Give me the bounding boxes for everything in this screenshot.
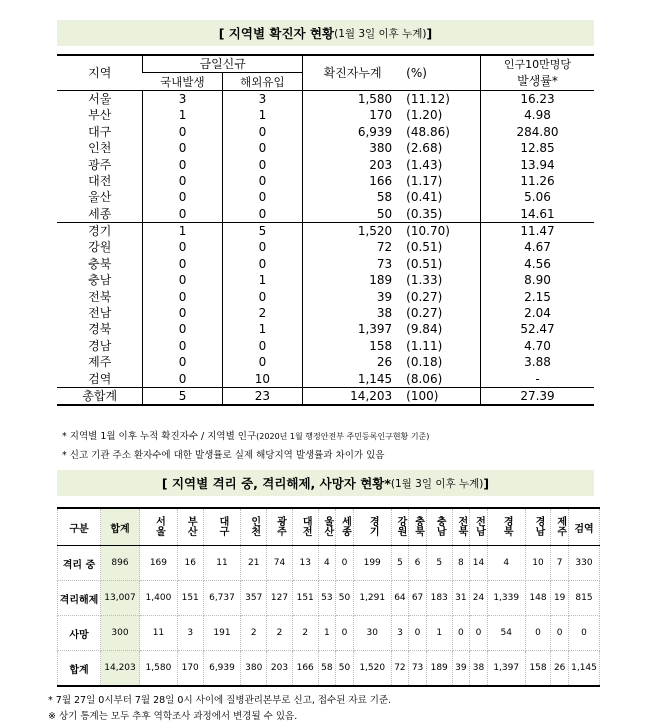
table-row <box>57 288 594 304</box>
row-label: 사망 <box>58 616 101 651</box>
value-cell: 1 <box>318 616 336 651</box>
value-cell: 300 <box>101 616 140 651</box>
rate-cell: 14.61 <box>481 206 595 223</box>
value-cell: 6 <box>409 546 427 581</box>
rate-cell: 11.26 <box>481 173 595 189</box>
total-cell: 189 <box>302 272 402 288</box>
domestic-cell: 0 <box>143 173 222 189</box>
pct-cell: (0.18) <box>406 355 443 370</box>
header-domestic: 국내발생 <box>143 73 222 90</box>
value-cell: 11 <box>140 616 178 651</box>
table-row <box>57 140 594 156</box>
rate-cell: 4.56 <box>481 256 595 272</box>
region-cell: 경남 <box>88 338 112 353</box>
total-cell: 170 <box>302 107 402 123</box>
note-2: * 신고 기관 주소 환자수에 대한 발생률로 실제 해당지역 발생률과 차이가 있음 <box>62 450 385 461</box>
column-header <box>470 508 488 546</box>
pct-cell: (0.27) <box>406 306 443 321</box>
value-cell: 72 <box>391 651 409 687</box>
column-header <box>487 508 525 546</box>
rate-cell: 8.90 <box>481 272 595 288</box>
table-row <box>57 239 594 255</box>
domestic-cell: 1 <box>143 107 222 123</box>
domestic-cell: 0 <box>143 256 222 272</box>
overseas-cell: 0 <box>222 239 302 255</box>
overseas-cell: 0 <box>222 288 302 304</box>
overseas-cell: 3 <box>222 90 302 107</box>
confirmed-cases-table <box>57 54 594 406</box>
total-cell: 203 <box>302 156 402 172</box>
value-cell: 7 <box>551 546 569 581</box>
region-cell: 인천 <box>88 141 112 156</box>
value-cell: 1,580 <box>140 651 178 687</box>
table-row <box>57 338 594 354</box>
table-row <box>57 387 594 405</box>
table-row <box>57 206 594 223</box>
column-header-label: 세종 <box>339 515 351 536</box>
rate-cell: 16.23 <box>481 90 595 107</box>
section2-title <box>57 470 594 496</box>
value-cell: 169 <box>140 546 178 581</box>
section2-title-sub: (1월 3일 이후 누계) <box>390 477 484 490</box>
table-row <box>57 272 594 288</box>
value-cell: 19 <box>551 581 569 616</box>
domestic-cell: 0 <box>143 321 222 337</box>
rate-cell: 284.80 <box>481 124 595 140</box>
column-header <box>409 508 427 546</box>
pct-cell: (1.20) <box>406 108 443 123</box>
overseas-cell: 2 <box>222 305 302 321</box>
value-cell: 1,520 <box>353 651 391 687</box>
total-cell: 6,939 <box>302 124 402 140</box>
rate-cell: 11.47 <box>481 222 595 239</box>
column-header <box>101 508 140 546</box>
value-cell: 199 <box>353 546 391 581</box>
section1-title-end: ] <box>426 25 433 41</box>
overseas-cell: 23 <box>222 387 302 405</box>
section2-title-main: [ 지역별 격리 중, 격리해제, 사망자 현황* <box>161 476 391 491</box>
domestic-cell: 5 <box>143 387 222 405</box>
section1-title-sub: (1월 3일 이후 누계) <box>334 27 427 40</box>
table-row <box>57 156 594 172</box>
region-cell: 전북 <box>88 289 112 304</box>
column-header <box>203 508 241 546</box>
pct-cell: (0.41) <box>406 190 443 205</box>
region-cell: 울산 <box>88 190 112 205</box>
value-cell: 50 <box>336 581 354 616</box>
column-header-label: 경기 <box>367 515 379 536</box>
region-cell: 서울 <box>57 90 143 107</box>
total-cell: 38 <box>302 305 402 321</box>
column-header-label: 울산 <box>321 515 333 536</box>
region-cell: 경기 <box>57 222 143 239</box>
table-row <box>57 222 594 239</box>
table-row <box>58 616 600 651</box>
column-header-label: 대구 <box>216 515 228 536</box>
value-cell: 6,737 <box>203 581 241 616</box>
value-cell: 0 <box>336 616 354 651</box>
value-cell: 183 <box>426 581 452 616</box>
total-cell: 1,397 <box>302 321 402 337</box>
total-cell: 50 <box>302 206 402 223</box>
value-cell: 13 <box>292 546 318 581</box>
domestic-cell: 0 <box>143 189 222 205</box>
value-cell: 203 <box>267 651 293 687</box>
value-cell: 30 <box>353 616 391 651</box>
value-cell: 3 <box>391 616 409 651</box>
column-header <box>58 508 101 546</box>
pct-cell: (1.33) <box>406 273 443 288</box>
column-header-label: 경북 <box>501 515 513 536</box>
table-row <box>58 546 600 581</box>
column-header <box>551 508 569 546</box>
domestic-cell: 0 <box>143 239 222 255</box>
value-cell: 127 <box>267 581 293 616</box>
region-cell: 총합계 <box>57 387 143 405</box>
pct-cell: (1.11) <box>406 338 443 353</box>
rate-cell: 13.94 <box>481 156 595 172</box>
column-header-label: 제주 <box>554 515 566 536</box>
total-cell: 39 <box>302 288 402 304</box>
column-header-label: 충북 <box>412 515 424 536</box>
value-cell: 38 <box>470 651 488 687</box>
overseas-cell: 0 <box>222 140 302 156</box>
table-row <box>58 581 600 616</box>
rate-cell: 4.98 <box>481 107 595 123</box>
value-cell: 815 <box>569 581 600 616</box>
column-header-label: 전남 <box>473 515 485 536</box>
total-cell: 158 <box>302 338 402 354</box>
domestic-cell: 0 <box>143 338 222 354</box>
pct-cell: (11.12) <box>402 90 480 107</box>
total-cell: 72 <box>302 239 402 255</box>
value-cell: 0 <box>525 616 551 651</box>
value-cell: 53 <box>318 581 336 616</box>
value-cell: 6,939 <box>203 651 241 687</box>
pct-cell: (8.06) <box>406 371 443 386</box>
value-cell: 24 <box>470 581 488 616</box>
domestic-cell: 0 <box>143 370 222 387</box>
value-cell: 74 <box>267 546 293 581</box>
value-cell: 2 <box>241 616 267 651</box>
column-header-label: 광주 <box>274 515 286 536</box>
header-overseas: 해외유입 <box>222 73 302 90</box>
region-cell: 대구 <box>88 124 112 139</box>
overseas-cell: 1 <box>222 272 302 288</box>
total-cell: 166 <box>302 173 402 189</box>
value-cell: 3 <box>177 616 203 651</box>
value-cell: 67 <box>409 581 427 616</box>
value-cell: 330 <box>569 546 600 581</box>
value-cell: 31 <box>452 581 470 616</box>
table-row <box>57 173 594 189</box>
overseas-cell: 10 <box>222 370 302 387</box>
note-1-main: * 지역별 1월 이후 누적 확진자수 / 지역별 인구 <box>62 431 257 442</box>
region-cell: 부산 <box>88 108 112 123</box>
footnote-2: ※ 상기 통계는 모두 추후 역학조사 과정에서 변경될 수 있음. <box>48 711 298 722</box>
value-cell: 0 <box>569 616 600 651</box>
value-cell: 8 <box>452 546 470 581</box>
total-cell: 380 <box>302 140 402 156</box>
value-cell: 1 <box>426 616 452 651</box>
rate-cell: - <box>481 370 595 387</box>
value-cell: 148 <box>525 581 551 616</box>
value-cell: 0 <box>452 616 470 651</box>
column-header <box>426 508 452 546</box>
pct-cell: (48.86) <box>406 124 450 139</box>
table-row <box>57 354 594 370</box>
value-cell: 0 <box>551 616 569 651</box>
overseas-cell: 0 <box>222 338 302 354</box>
rate-cell: 12.85 <box>481 140 595 156</box>
pct-cell: (1.17) <box>406 173 443 188</box>
column-header <box>391 508 409 546</box>
value-cell: 4 <box>318 546 336 581</box>
region-cell: 전남 <box>88 306 112 321</box>
value-cell: 1,397 <box>487 651 525 687</box>
value-cell: 151 <box>292 581 318 616</box>
column-header <box>353 508 391 546</box>
table-row <box>57 124 594 140</box>
value-cell: 14,203 <box>101 651 140 687</box>
header-daily-new: 금일신규 <box>143 55 303 73</box>
header-pct: (%) <box>402 55 480 90</box>
overseas-cell: 0 <box>222 256 302 272</box>
table-row <box>57 305 594 321</box>
header-total: 확진자누계 <box>302 55 402 90</box>
total-cell: 1,580 <box>302 90 402 107</box>
value-cell: 11 <box>203 546 241 581</box>
region-cell: 경북 <box>88 322 112 337</box>
value-cell: 158 <box>525 651 551 687</box>
domestic-cell: 0 <box>143 206 222 223</box>
overseas-cell: 5 <box>222 222 302 239</box>
column-header <box>241 508 267 546</box>
overseas-cell: 0 <box>222 206 302 223</box>
value-cell: 58 <box>318 651 336 687</box>
value-cell: 170 <box>177 651 203 687</box>
rate-cell: 4.67 <box>481 239 595 255</box>
value-cell: 151 <box>177 581 203 616</box>
domestic-cell: 0 <box>143 124 222 140</box>
column-header <box>140 508 178 546</box>
column-header-label: 구분 <box>69 523 89 535</box>
value-cell: 1,339 <box>487 581 525 616</box>
column-header <box>318 508 336 546</box>
value-cell: 0 <box>470 616 488 651</box>
region-cell: 충북 <box>88 256 112 271</box>
table-row <box>57 107 594 123</box>
value-cell: 10 <box>525 546 551 581</box>
domestic-cell: 0 <box>143 288 222 304</box>
column-header <box>569 508 600 546</box>
header-region: 지역 <box>57 55 143 90</box>
value-cell: 73 <box>409 651 427 687</box>
pct-cell: (10.70) <box>402 222 480 239</box>
header-rate-line1: 인구10만명당 <box>503 57 572 71</box>
row-label: 격리해제 <box>58 581 101 616</box>
note-1-small: (2020년 1월 행정안전부 주민등록인구현황 기준) <box>256 432 430 441</box>
value-cell: 191 <box>203 616 241 651</box>
rate-cell: 2.04 <box>481 305 595 321</box>
column-header-label: 대전 <box>300 515 312 536</box>
value-cell: 1,291 <box>353 581 391 616</box>
value-cell: 16 <box>177 546 203 581</box>
rate-cell: 2.15 <box>481 288 595 304</box>
column-header-label: 강원 <box>394 515 406 536</box>
column-header-label: 충남 <box>434 515 446 536</box>
column-header <box>267 508 293 546</box>
value-cell: 380 <box>241 651 267 687</box>
value-cell: 1,145 <box>569 651 600 687</box>
value-cell: 39 <box>452 651 470 687</box>
column-header-label: 서울 <box>153 515 165 536</box>
pct-cell: (100) <box>402 387 480 405</box>
pct-cell: (0.27) <box>406 289 443 304</box>
footnote-1: * 7월 27일 0시부터 7월 28일 0시 사이에 질병관리본부로 신고, 접수된 자료 기준. <box>48 695 392 706</box>
column-header-label: 부산 <box>185 515 197 536</box>
rate-cell: 5.06 <box>481 189 595 205</box>
table-row <box>58 651 600 687</box>
table-row <box>57 189 594 205</box>
total-cell: 14,203 <box>302 387 402 405</box>
column-header <box>525 508 551 546</box>
value-cell: 14 <box>470 546 488 581</box>
header-rate-line2: 발생률* <box>517 73 558 88</box>
section1-title-main: [ 지역별 확진자 현황 <box>218 26 335 41</box>
value-cell: 896 <box>101 546 140 581</box>
value-cell: 50 <box>336 651 354 687</box>
section1-title <box>57 20 594 46</box>
value-cell: 2 <box>292 616 318 651</box>
pct-cell: (0.35) <box>406 206 443 221</box>
total-cell: 1,520 <box>302 222 402 239</box>
pct-cell: (9.84) <box>406 322 443 337</box>
value-cell: 13,007 <box>101 581 140 616</box>
region-cell: 검역 <box>88 371 112 386</box>
value-cell: 64 <box>391 581 409 616</box>
header-rate <box>481 55 595 90</box>
table-row <box>57 321 594 337</box>
table-row <box>57 370 594 387</box>
rate-cell: 52.47 <box>481 321 595 337</box>
value-cell: 0 <box>336 546 354 581</box>
column-header <box>292 508 318 546</box>
value-cell: 0 <box>409 616 427 651</box>
value-cell: 4 <box>487 546 525 581</box>
domestic-cell: 3 <box>143 90 222 107</box>
domestic-cell: 0 <box>143 140 222 156</box>
value-cell: 166 <box>292 651 318 687</box>
total-cell: 26 <box>302 354 402 370</box>
row-label: 합계 <box>58 651 101 687</box>
region-cell: 광주 <box>88 157 112 172</box>
column-header <box>452 508 470 546</box>
domestic-cell: 0 <box>143 272 222 288</box>
overseas-cell: 1 <box>222 107 302 123</box>
overseas-cell: 0 <box>222 173 302 189</box>
pct-cell: (0.51) <box>406 240 443 255</box>
value-cell: 5 <box>391 546 409 581</box>
region-cell: 제주 <box>88 355 112 370</box>
rate-cell: 3.88 <box>481 354 595 370</box>
value-cell: 1,400 <box>140 581 178 616</box>
total-cell: 58 <box>302 189 402 205</box>
column-header-label: 인천 <box>248 515 260 536</box>
value-cell: 2 <box>267 616 293 651</box>
region-cell: 세종 <box>88 206 112 221</box>
table-row <box>57 256 594 272</box>
value-cell: 54 <box>487 616 525 651</box>
domestic-cell: 0 <box>143 354 222 370</box>
column-header-label: 전북 <box>455 515 467 536</box>
value-cell: 26 <box>551 651 569 687</box>
pct-cell: (2.68) <box>406 141 443 156</box>
value-cell: 357 <box>241 581 267 616</box>
overseas-cell: 0 <box>222 354 302 370</box>
domestic-cell: 0 <box>143 156 222 172</box>
overseas-cell: 0 <box>222 189 302 205</box>
overseas-cell: 0 <box>222 124 302 140</box>
column-header-label: 검역 <box>574 523 594 535</box>
column-header-label: 경남 <box>532 515 544 536</box>
region-cell: 대전 <box>88 173 112 188</box>
section2-title-end: ] <box>483 475 490 491</box>
domestic-cell: 0 <box>143 305 222 321</box>
pct-cell: (0.51) <box>406 256 443 271</box>
domestic-cell: 1 <box>143 222 222 239</box>
row-label: 격리 중 <box>58 546 101 581</box>
total-cell: 73 <box>302 256 402 272</box>
value-cell: 5 <box>426 546 452 581</box>
table-row <box>57 90 594 107</box>
column-header <box>336 508 354 546</box>
value-cell: 21 <box>241 546 267 581</box>
overseas-cell: 1 <box>222 321 302 337</box>
note-1 <box>62 428 429 442</box>
total-cell: 1,145 <box>302 370 402 387</box>
column-header-label: 합계 <box>110 523 130 535</box>
overseas-cell: 0 <box>222 156 302 172</box>
region-cell: 강원 <box>88 240 112 255</box>
rate-cell: 4.70 <box>481 338 595 354</box>
pct-cell: (1.43) <box>406 157 443 172</box>
isolation-status-table <box>57 507 600 687</box>
value-cell: 189 <box>426 651 452 687</box>
rate-cell: 27.39 <box>481 387 595 405</box>
column-header <box>177 508 203 546</box>
region-cell: 충남 <box>88 273 112 288</box>
